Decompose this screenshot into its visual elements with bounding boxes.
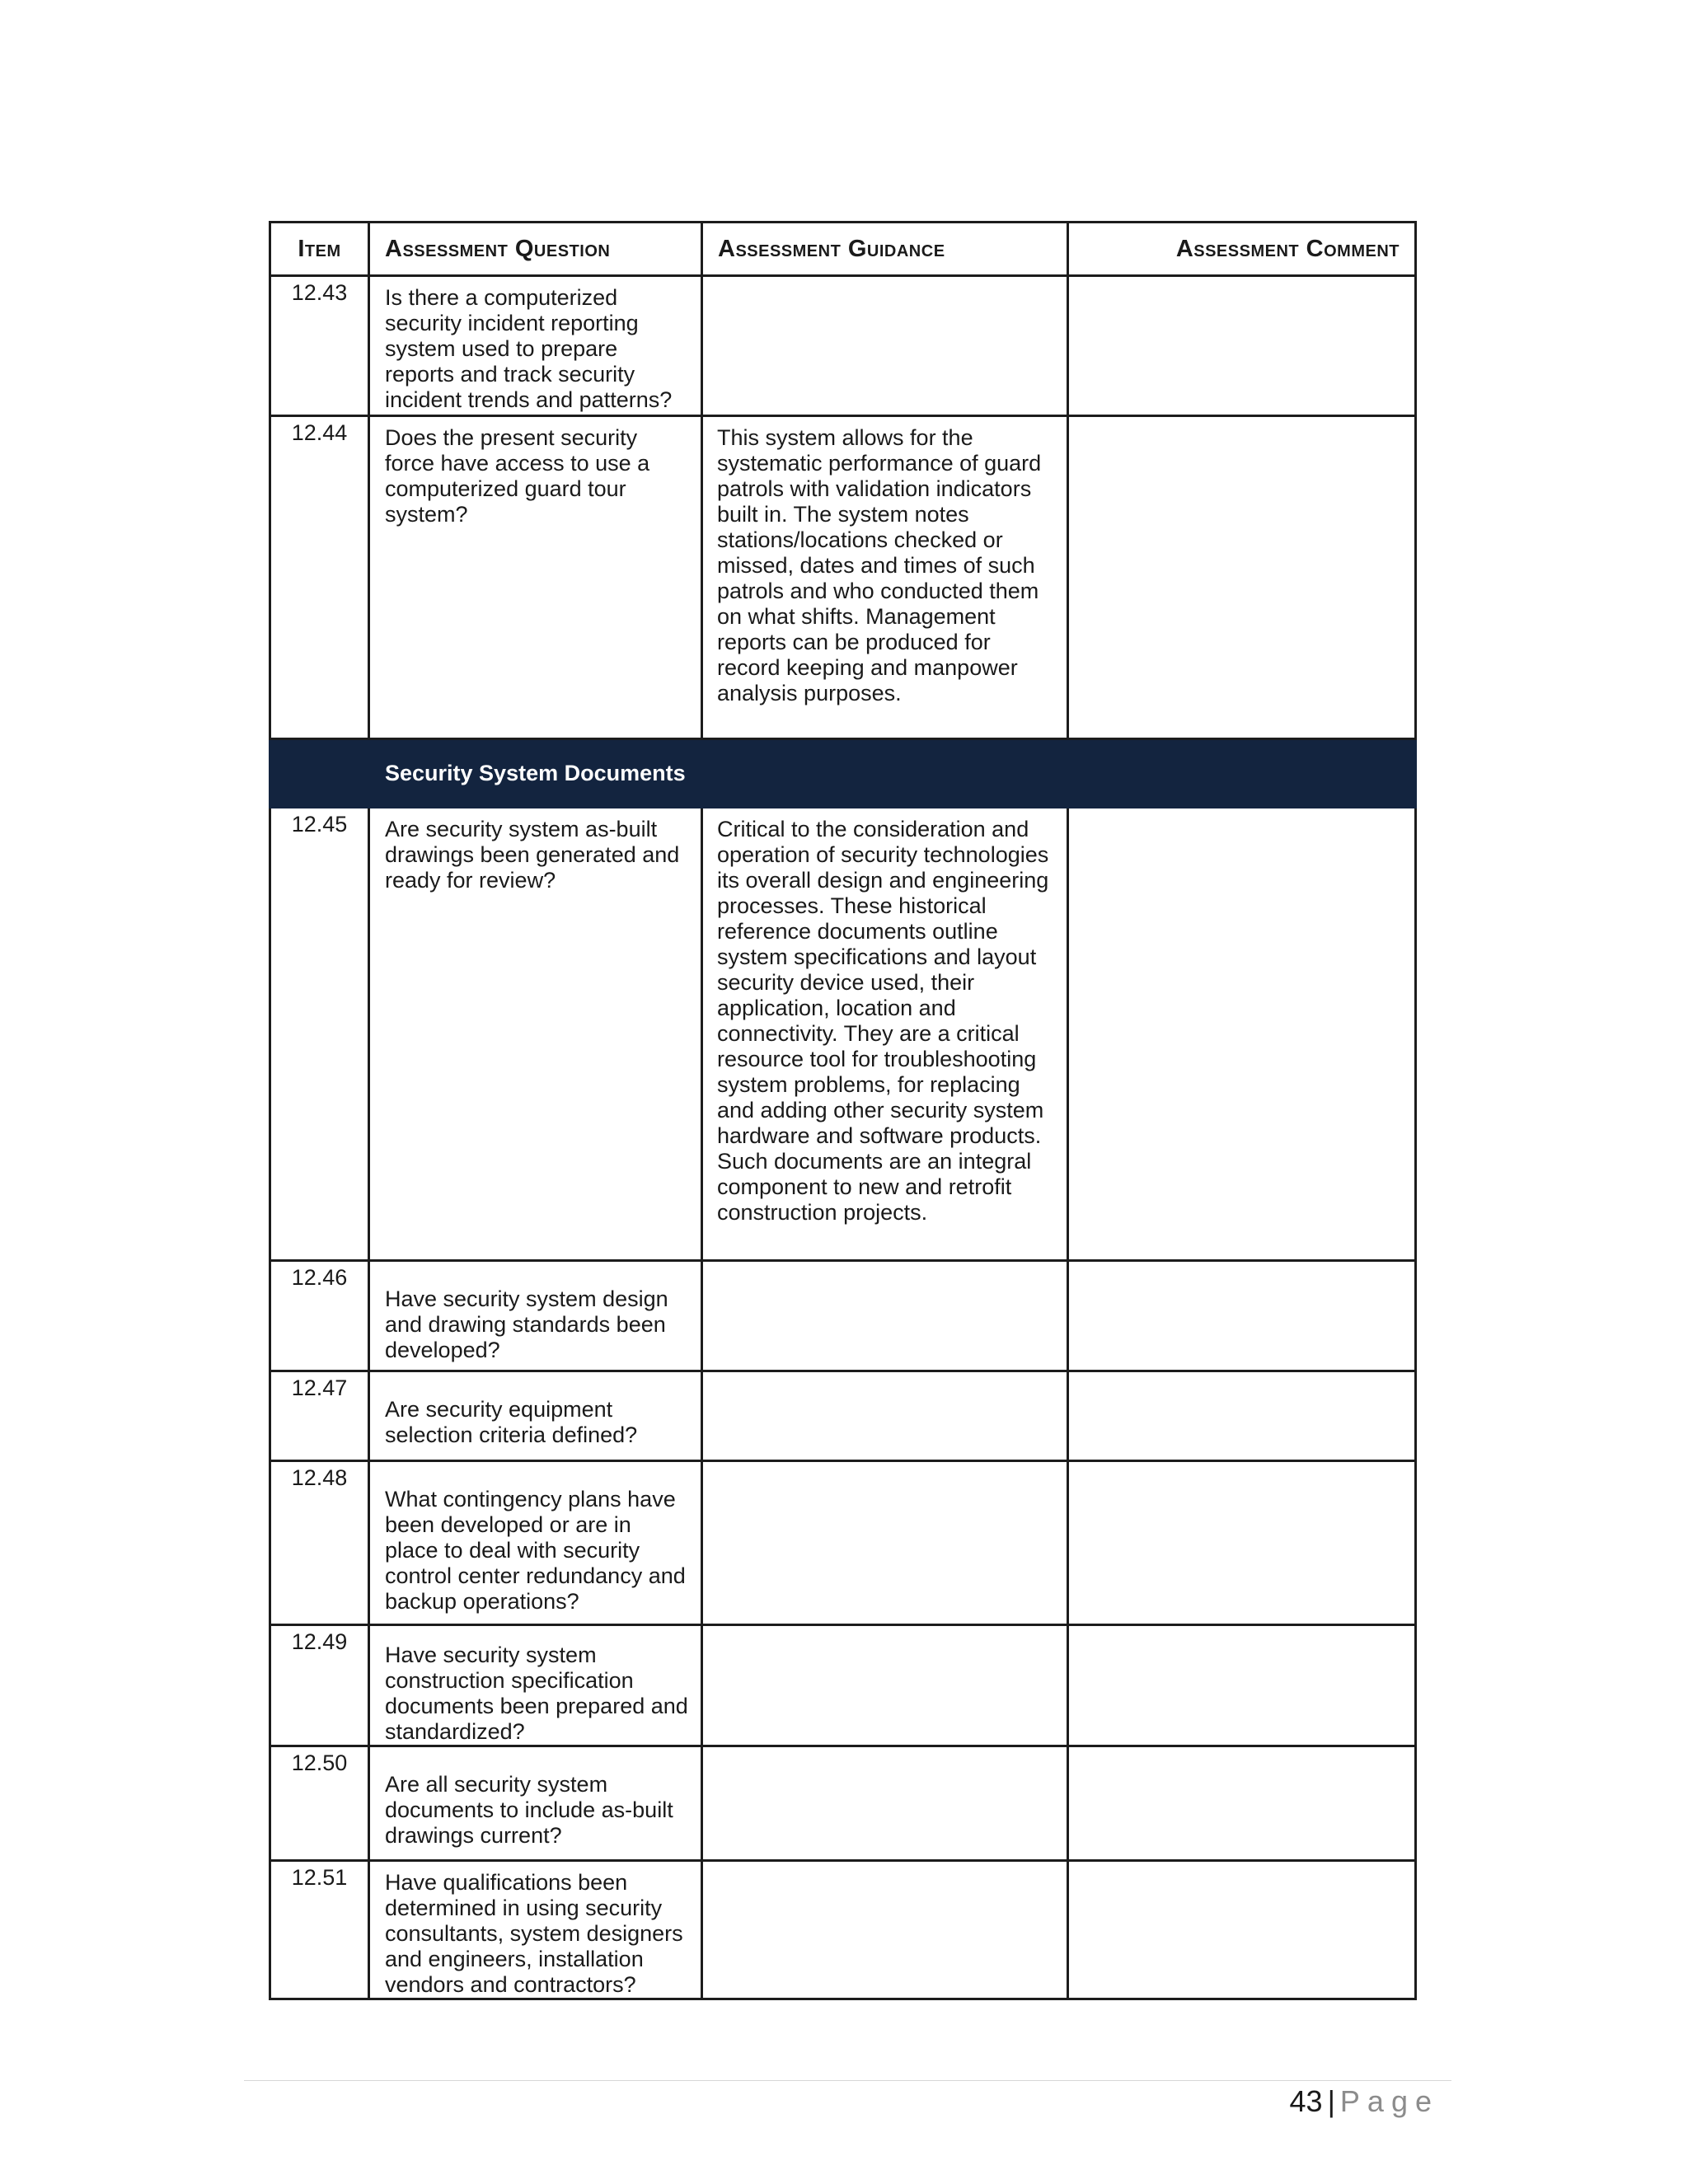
table-row: [270, 1746, 1416, 1861]
assessment-guidance: [702, 1261, 1068, 1371]
item-number: 12.44: [270, 416, 369, 739]
assessment-guidance: [702, 276, 1068, 416]
assessment-comment: [1068, 1746, 1416, 1861]
table-row: [270, 276, 1416, 416]
assessment-guidance: [702, 1371, 1068, 1461]
assessment-comment: [1068, 416, 1416, 739]
header-question: Assessment Question: [369, 223, 702, 276]
page-label: Page: [1339, 2084, 1439, 2118]
header-item: Item: [270, 223, 369, 276]
table-row: [270, 416, 1416, 739]
footer-separator: |: [1327, 2084, 1335, 2118]
item-number: 12.47: [270, 1371, 369, 1461]
assessment-question: Are security equipment selection criteria defined?: [369, 1371, 702, 1461]
table-row: [270, 808, 1416, 1261]
table-row: [270, 1861, 1416, 1999]
section-item-cell: [270, 739, 369, 808]
item-number: 12.43: [270, 276, 369, 416]
assessment-question: Does the present security force have access to use a computerized guard tour system?: [369, 416, 702, 739]
table-row: [270, 1261, 1416, 1371]
item-number: 12.46: [270, 1261, 369, 1371]
assessment-comment: [1068, 1461, 1416, 1625]
footer-divider: [244, 2080, 1451, 2081]
assessment-comment: [1068, 808, 1416, 1261]
assessment-question: Have qualifications been determined in using security consultants, system designers and engineers, installation vendors and contractors?: [369, 1861, 702, 1999]
assessment-guidance: This system allows for the systematic performance of guard patrols with validation indicators built in. The system notes stations/locations checked or missed, dates and times of such patrols and who conducted them on what shifts. Management reports can be produced for record keeping and manpower analysis purposes.: [702, 416, 1068, 739]
assessment-guidance: Critical to the consideration and operation of security technologies its overall design and engineering processes. These historical reference documents outline system specifications and layout security device used, their application, location and connectivity. They are a critical resource tool for troubleshooting system problems, for replacing and adding other security system hardware and software products. Such documents are an integral component to new and retrofit construction projects.: [702, 808, 1068, 1261]
table-header-row: [270, 223, 1416, 276]
section-comment-cell: [1068, 739, 1416, 808]
assessment-guidance: [702, 1461, 1068, 1625]
assessment-question: Are all security system documents to include as-built drawings current?: [369, 1746, 702, 1861]
assessment-comment: [1068, 1625, 1416, 1746]
assessment-question: Have security system design and drawing standards been developed?: [369, 1261, 702, 1371]
item-number: 12.51: [270, 1861, 369, 1999]
section-guidance-cell: [702, 739, 1068, 808]
page-number: 43: [1289, 2084, 1323, 2118]
assessment-guidance: [702, 1861, 1068, 1999]
assessment-guidance: [702, 1746, 1068, 1861]
header-comment: Assessment Comment: [1068, 223, 1416, 276]
item-number: 12.50: [270, 1746, 369, 1861]
header-guidance: Assessment Guidance: [702, 223, 1068, 276]
assessment-question: What contingency plans have been developed or are in place to deal with security control center redundancy and backup operations?: [369, 1461, 702, 1625]
section-header-row: [270, 739, 1416, 808]
assessment-question: Is there a computerized security incident reporting system used to prepare reports and track security incident trends and patterns?: [369, 276, 702, 416]
table-row: [270, 1625, 1416, 1746]
assessment-question: Are security system as-built drawings been generated and ready for review?: [369, 808, 702, 1261]
assessment-question: Have security system construction specification documents been prepared and standardized?: [369, 1625, 702, 1746]
page-footer: [1290, 2083, 1439, 2120]
assessment-guidance: [702, 1625, 1068, 1746]
section-title: Security System Documents: [369, 739, 702, 808]
assessment-comment: [1068, 276, 1416, 416]
item-number: 12.49: [270, 1625, 369, 1746]
assessment-table: [269, 221, 1417, 2000]
assessment-comment: [1068, 1861, 1416, 1999]
table-row: [270, 1461, 1416, 1625]
item-number: 12.45: [270, 808, 369, 1261]
assessment-comment: [1068, 1261, 1416, 1371]
assessment-comment: [1068, 1371, 1416, 1461]
table-row: [270, 1371, 1416, 1461]
item-number: 12.48: [270, 1461, 369, 1625]
